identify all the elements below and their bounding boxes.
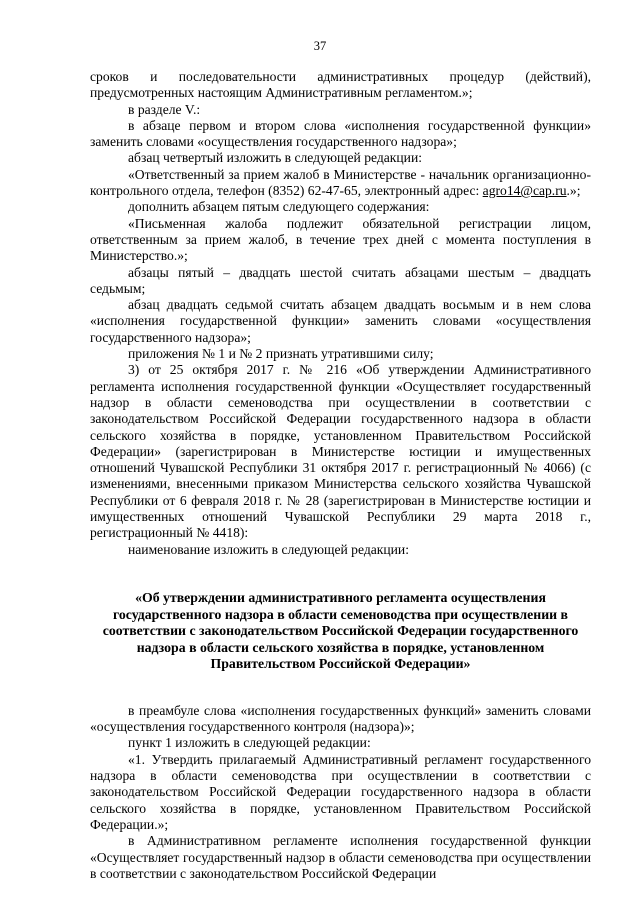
paragraph-preamble: в преамбуле слова «исполнения государственных функций» заменить словами «осуществления государственного контроля (надзора)»; xyxy=(90,702,591,735)
email-link[interactable]: agro14@cap.ru xyxy=(482,183,567,199)
paragraph-administrative-regulation: в Административном регламенте исполнения государственной функции «Осуществляет государственный надзор в области семеноводства при осуществлении в соответствии с законодательством Российской Федерации xyxy=(90,833,591,881)
responsible-person-text: «Ответственный за прием жалоб в Министерстве - начальник организационно-контрольного отдела, телефон (8352) 62-47-65, электронный адрес: xyxy=(90,166,591,199)
paragraph-first-second-abzac: в абзаце первом и втором слова «исполнения государственной функции» заменить словами «осуществления государственного надзора»; xyxy=(90,117,591,150)
paragraph-point-1: пункт 1 изложить в следующей редакции: xyxy=(128,735,371,751)
email-suffix: .»; xyxy=(566,183,581,199)
page-number: 37 xyxy=(313,39,327,53)
paragraph-name-edit: наименование изложить в следующей редакции: xyxy=(128,541,409,557)
paragraph-add-fifth-abzac: дополнить абзацем пятым следующего содержания: xyxy=(128,199,430,215)
paragraph-responsible-person xyxy=(90,167,591,200)
paragraph-section-v: в разделе V.: xyxy=(128,101,201,117)
regulation-title-heading: «Об утверждении административного регламента осуществления государственного надзора в области семеноводства при осуществлении в соответствии с законодательством Российской Федерации государственного надзора в области сельского хозяйства в порядке, установленном Правительством Российской Федерации» xyxy=(102,589,579,672)
paragraph-twenty-seventh-abzac: абзац двадцать седьмой считать абзацем двадцать восьмым и в нем слова «исполнения государственной функции» заменить словами «осуществления государственного надзора»; xyxy=(90,297,591,345)
paragraph-fourth-abzac: абзац четвертый изложить в следующей редакции: xyxy=(128,150,423,166)
paragraph-renumber-abzacs: абзацы пятый – двадцать шестой считать абзацами шестым – двадцать седьмым; xyxy=(90,264,591,296)
paragraph-order-216: 3) от 25 октября 2017 г. № 216 «Об утверждении Административного регламента исполнения государственной функции «Осуществляет государственный надзор в области семеноводства при осуществлении в соответствии с законодательством Российской Федерации государственного надзора в области сельского хозяйства в порядке, установленном Правительством Российской Федерации» (зарегистрирован в Министерстве юстиции и имущественных отношений Чувашской Республики 31 октября 2017 г. регистрационный № 4066) (с изменениями, внесенными приказом Министерства сельского хозяйства Чувашской Республики от 6 февраля 2018 г. № 28 (зарегистрирован в Министерстве юстиции и имущественных отношений Чувашской Республики 29 марта 2018 г., регистрационный № 4418): xyxy=(90,362,591,541)
paragraph-appendices: приложения № 1 и № 2 признать утратившими силу; xyxy=(128,346,434,362)
document-body xyxy=(90,69,591,882)
paragraph-continuation: сроков и последовательности административных процедур (действий), предусмотренных настоящим Административным регламентом.»; xyxy=(90,69,591,101)
paragraph-approve-regulation: «1. Утвердить прилагаемый Административный регламент государственного надзора в области семеноводства при осуществлении в соответствии с законодательством Российской Федерации государственного надзора в области сельского хозяйства в порядке, установленном Правительством Российской Федерации.»; xyxy=(90,751,591,832)
paragraph-written-complaint: «Письменная жалоба подлежит обязательной регистрации лицом, ответственным за прием жалоб, в течение трех дней с момента поступления в Министерство.»; xyxy=(90,215,591,264)
